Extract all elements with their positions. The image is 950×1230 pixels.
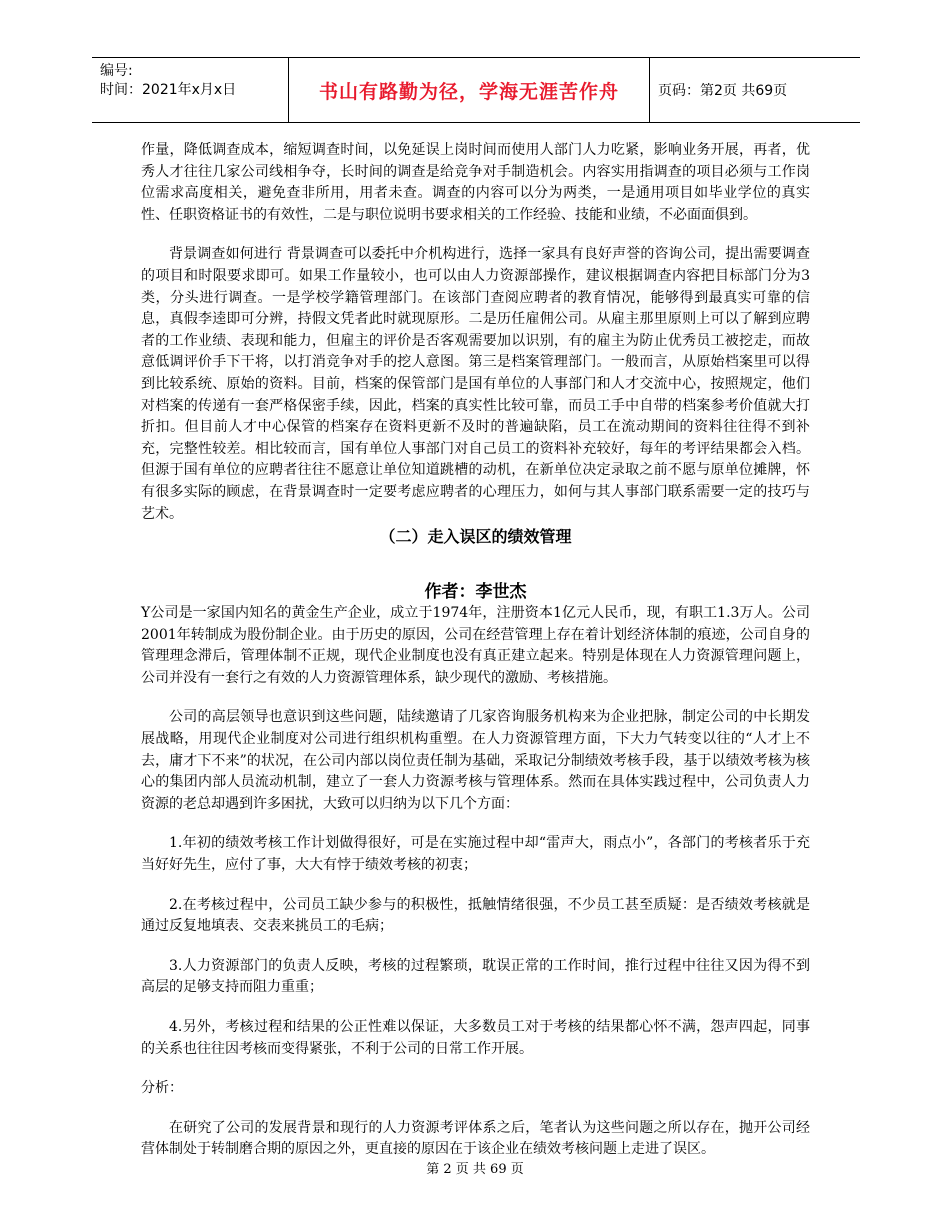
paragraph: 作量，降低调查成本，缩短调查时间，以免延误上岗时间而使用人部门人力吃紧，影响业务开展，再者，优秀人才往往几家公司线相争夺，长时间的调查是给竞争对手制造机会。内容实用指调查的项目必须与工作岗位需求高度相关，避免查非所用，用者未查。调查的内容可以分为两类，一是通用项目如毕业学位的真实性、任职资格证书的有效性，二是与职位说明书要求相关的工作经验、技能和业绩，不必面面俱到。 — [141, 142, 810, 223]
document-number-label: 编号: — [100, 63, 133, 79]
list-item: 1.年初的绩效考核工作计划做得很好，可是在实施过程中却“雷声大，雨点小”，各部门的考核者乐于充当好好先生，应付了事，大大有悖于绩效考核的初衷； — [141, 835, 810, 874]
document-date-label: 时间：2021年x月x日 — [100, 82, 237, 98]
document-body — [141, 140, 810, 1161]
paragraph: Y公司是一家国内知名的黄金生产企业，成立于1974年，注册资本1亿元人民币，现，有职工1.3万人。公司2001年转制成为股份制企业。由于历史的原因，公司在经营管理上存在着计划经济体制的痕迹，公司自身的管理理念滞后，管理体制不正规，现代企业制度也没有真正建立起来。特别是体现在人力资源管理问题上，公司并没有一套行之有效的人力资源管理体系，缺少现代的激励、考核措施。 — [141, 605, 810, 686]
list-item: 4.另外，考核过程和结果的公正性难以保证，大多数员工对于考核的结果都心怀不满，怨声四起，同事的关系也往往因考核而变得紧张，不利于公司的日常工作开展。 — [141, 1019, 810, 1057]
section-title: （二）走入误区的绩效管理 — [379, 527, 572, 547]
analysis-label: 分析： — [141, 1080, 183, 1097]
paragraph: 背景调查如何进行 背景调查可以委托中介机构进行，选择一家具有良好声誉的咨询公司，提出需要调查的项目和时限要求即可。如果工作量较小，也可以由人力资源部操作，建议根据调查内容把目标部门分为3类，分头进行调查。一是学校学籍管理部门。在该部门查阅应聘者的教育情况，能够得到最真实可靠的信息，真假李逵即可分辨，持假文凭者此时就现原形。二是历任雇佣公司。从雇主那里原则上可以了解到应聘者的工作业绩、表现和能力，但雇主的评价是否客观需要加以识别，有的雇主为防止优秀员工被挖走，而故意低调评价手下干将，以打消竞争对手的挖人意图。第三是档案管理部门。一般而言，从原始档案里可以得到比较系统、原始的资料。目前，档案的保管部门是国有单位的人事部门和人才交流中心，按照规定，他们对档案的传递有一套严格保密手续，因此，档案的真实性比较可靠，而员工手中自带的档案参考价值就大打折扣。但目前人才中心保管的档案存在资料更新不及时的普遍缺陷，员工在流动期间的资料往往得不到补充，完整性较差。相比较而言，国有单位人事部门对自己员工的资料补充较好，每年的考评结果都会入档。但源于国有单位的应聘者往往不愿意让单位知道跳槽的动机，在新单位决定录取之前不愿与原单位摊牌，怀有很多实际的顾虑，在背景调查时一定要考虑应聘者的心理压力，如何与其人事部门联系需要一定的技巧与艺术。 — [141, 246, 810, 522]
page-header — [92, 57, 860, 123]
paragraph: 在研究了公司的发展背景和现行的人力资源考评体系之后，笔者认为这些问题之所以存在，抛开公司经营体制处于转制磨合期的原因之外，更直接的原因在于该企业在绩效考核问题上走进了误区。 — [141, 1119, 810, 1158]
header-meta-cell — [92, 58, 288, 122]
list-item: 3.人力资源部门的负责人反映，考核的过程繁琐，耽误正常的工作时间，推行过程中往往又因为得不到高层的足够支持而阻力重重； — [141, 957, 810, 996]
author-line: 作者：李世杰 — [424, 582, 527, 603]
paragraph: 公司的高层领导也意识到这些问题，陆续邀请了几家咨询服务机构来为企业把脉，制定公司的中长期发展战略，用现代企业制度对公司进行组织机构重塑。在人力资源管理方面，下大力气转变以往的“人才上不去，庸才下不来”的状况，在公司内部以岗位责任制为基础，采取记分制绩效考核手段，基于以绩效考核为核心的集团内部人员流动机制，建立了一套人力资源考核与管理体系。然而在具体实践过程中，公司负责人力资源的老总却遇到许多困扰，大致可以归纳为以下几个方面： — [141, 709, 810, 812]
page-footer: 第 2 页 共 69 页 — [426, 1162, 524, 1177]
header-motto: 书山有路勤为径，学海无涯苦作舟 — [288, 58, 650, 122]
header-page-info: 页码：第2页 共69页 — [658, 83, 788, 99]
list-item: 2.在考核过程中，公司员工缺少参与的积极性，抵触情绪很强，不少员工甚至质疑：是否绩效考核就是通过反复地填表、交表来挑员工的毛病； — [141, 896, 810, 935]
